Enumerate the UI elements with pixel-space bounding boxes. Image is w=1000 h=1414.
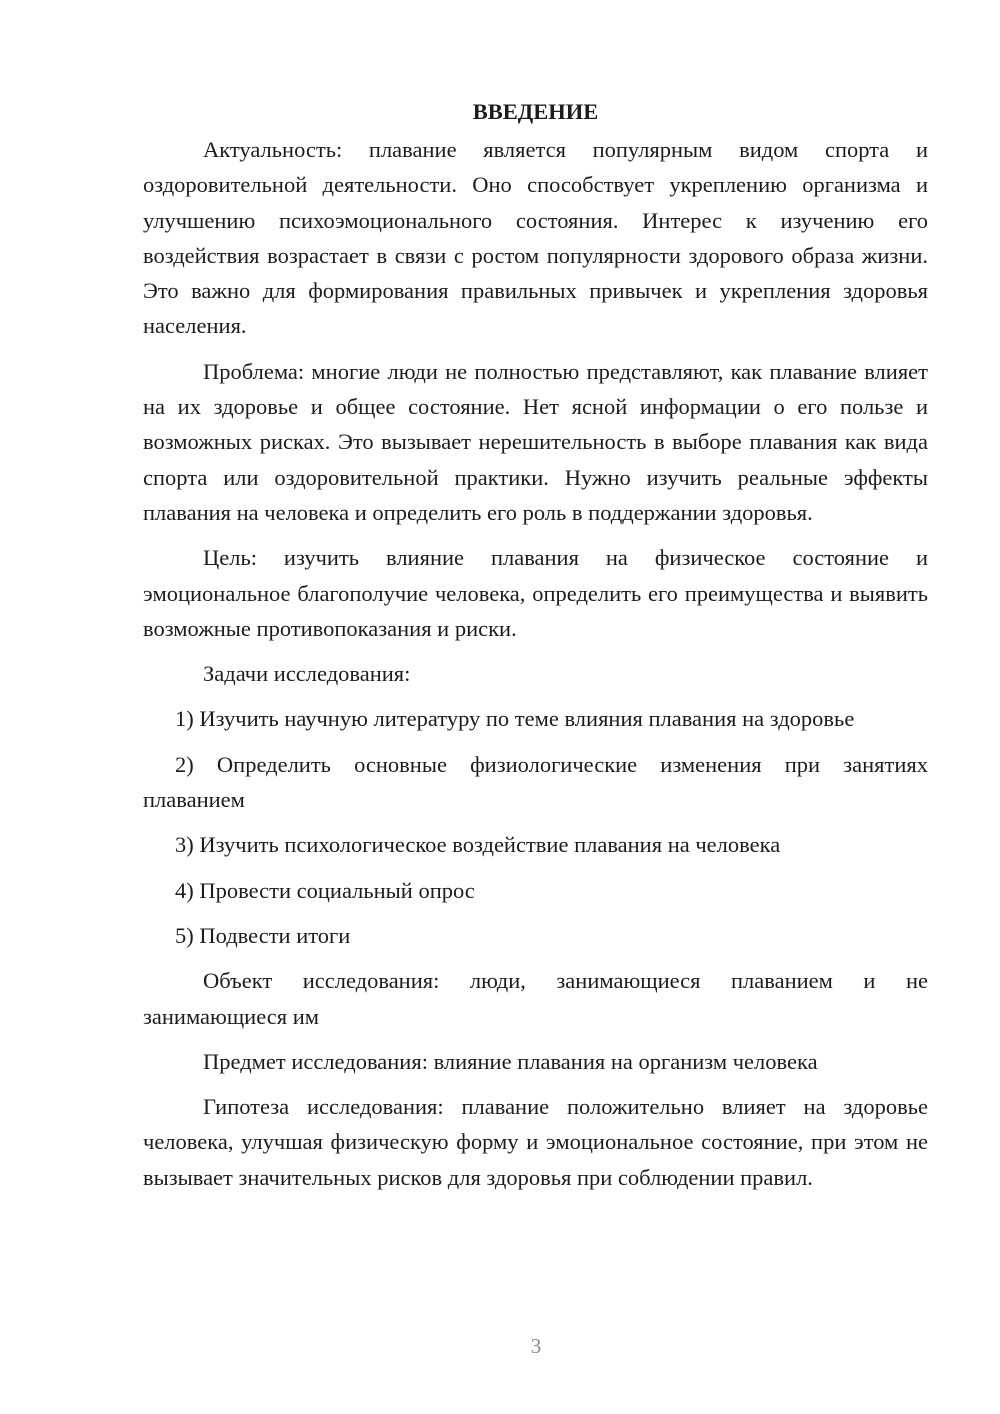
paragraph-hypothesis: Гипотеза исследования: плавание положительно влияет на здоровье человека, улучшая физическую форму и эмоциональное состояние, при этом не вызывает значительных рисков для здоровья при соблюдении правил. xyxy=(143,1094,928,1190)
paragraph-relevance: Актуальность: плавание является популярным видом спорта и оздоровительной деятельности. Оно способствует укреплению организма и улучшению психоэмоционального состояния. Интерес к изучению его воздействия возрастает в связи с ростом популярности здорового образа жизни. Это важно для формирования правильных привычек и укрепления здоровья населения. xyxy=(143,137,928,339)
paragraph-goal: Цель: изучить влияние плавания на физическое состояние и эмоциональное благополучие человека, определить его преимущества и выявить возможные противопоказания и риски. xyxy=(143,545,928,641)
paragraph-object: Объект исследования: люди, занимающиеся плаванием и не занимающиеся им xyxy=(143,968,928,1029)
paragraph-subject: Предмет исследования: влияние плавания на организм человека xyxy=(203,1048,818,1074)
page-content xyxy=(143,94,928,1205)
list-item-task-2: 2) Определить основные физиологические изменения при занятиях плаванием xyxy=(143,751,928,813)
page-number: 3 xyxy=(530,1334,542,1358)
page-title: ВВЕДЕНИЕ xyxy=(472,99,599,124)
tasks-heading: Задачи исследования: xyxy=(203,661,411,687)
paragraph-problem: Проблема: многие люди не полностью представляют, как плавание влияет на их здоровье и общее состояние. Нет ясной информации о его пользе и возможных рисках. Это вызывает нерешительность в выборе плавания как вида спорта или оздоровительной практики. Нужно изучить реальные эффекты плавания на человека и определить его роль в поддержании здоровья. xyxy=(143,358,928,525)
list-item-task-1: 1) Изучить научную литературу по теме влияния плавания на здоровье xyxy=(175,706,855,732)
list-item-task-4: 4) Провести социальный опрос xyxy=(175,877,475,903)
list-item-task-3: 3) Изучить психологическое воздействие плавания на человека xyxy=(175,832,781,858)
list-item-task-5: 5) Подвести итоги xyxy=(175,922,351,948)
